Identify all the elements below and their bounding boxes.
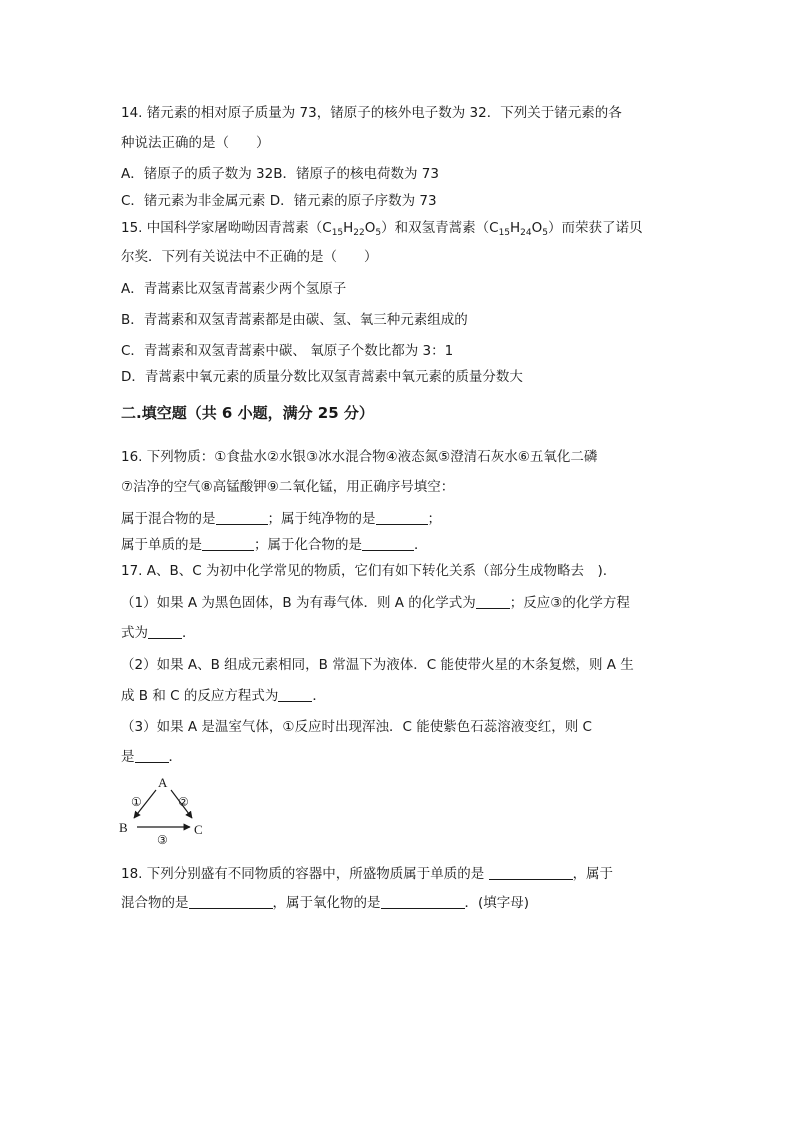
- conversion-diagram: [115, 774, 215, 852]
- q17-part1-text-b: ；反应③的化学方程: [509, 595, 630, 611]
- reaction-3-label: ③: [157, 833, 168, 847]
- q16-label-compound: ；属于化合物的是: [254, 537, 362, 553]
- answer-blank-oxide-q18[interactable]: [381, 895, 465, 909]
- q17-part3-line1: （3）如果 A 是温室气体，①反应时出现浑浊．C 能使紫色石蕊溶液变红，则 C: [121, 719, 592, 735]
- q15-option-d: D．青蒿素中氧元素的质量分数比双氢青蒿素中氧元素的质量分数大: [121, 369, 523, 385]
- q16-label-pure: ；属于纯净物的是: [267, 511, 376, 527]
- q17-part1-line1: [121, 594, 630, 612]
- q17-part2-text-b: 成 B 和 C 的反应方程式为: [121, 688, 279, 704]
- reaction-2-label: ②: [178, 795, 189, 809]
- q15-text-c: ）而荣获了诺贝: [548, 220, 643, 236]
- q18-line2: [121, 894, 529, 912]
- q15-text-a: 15. 中国科学家屠呦呦因青蒿素（C: [121, 220, 332, 236]
- q16-label-element: 属于单质的是: [121, 537, 202, 553]
- q15-stem-line1: [121, 219, 643, 242]
- q18-text-b: ，属于: [572, 866, 614, 882]
- q17-stem-line1: 17. A、B、C 为初中化学常见的物质，它们有如下转化关系（部分生成物略去 ).: [121, 563, 608, 579]
- node-c-label: C: [194, 822, 203, 837]
- q17-part1-line2: [121, 624, 196, 642]
- answer-blank-q17-2[interactable]: [278, 688, 312, 702]
- formula2-o-count: 5: [542, 228, 548, 238]
- q17-part1-text-a: （1）如果 A 为黑色固体，B 为有毒气体．则 A 的化学式为: [121, 595, 476, 611]
- answer-blank-element[interactable]: [202, 537, 254, 551]
- q16-line3: [121, 510, 441, 528]
- formula1-h-count: 22: [353, 228, 365, 238]
- answer-blank-compound[interactable]: [362, 537, 414, 551]
- answer-blank-q17-1a[interactable]: [476, 595, 510, 609]
- node-a-label: A: [158, 775, 168, 790]
- q18-text-e: ．(填字母): [464, 895, 530, 911]
- formula1-o: O: [364, 220, 376, 236]
- q16-label-mixture: 属于混合物的是: [121, 511, 216, 527]
- answer-blank-element-q18[interactable]: [489, 866, 573, 880]
- q17-part2-text-c: ．: [312, 688, 326, 704]
- q16-end: ．: [414, 537, 428, 553]
- q16-sep: ；: [427, 511, 441, 527]
- reaction-1-label: ①: [131, 795, 142, 809]
- q17-part3-text-c: ．: [168, 749, 182, 765]
- q14-stem-line1: 14. 锗元素的相对原子质量为 73，锗原子的核外电子数为 32．下列关于锗元素的各: [121, 105, 622, 121]
- q15-option-a: A．青蒿素比双氢青蒿素少两个氢原子: [121, 281, 347, 297]
- q17-part3-line2: [121, 748, 182, 766]
- q18-text-a: 18. 下列分别盛有不同物质的容器中，所盛物质属于单质的是: [121, 866, 489, 882]
- q17-part1-text-d: ．: [182, 625, 196, 641]
- q15-text-b: ）和双氢青蒿素（C: [381, 220, 499, 236]
- formula2-c-count: 15: [498, 228, 511, 238]
- formula2-o: O: [531, 220, 543, 236]
- q16-line4: [121, 536, 428, 554]
- q15-option-c: C．青蒿素和双氢青蒿素中碳、 氧原子个数比都为 3：1: [121, 343, 454, 359]
- q17-part2-line2: [121, 687, 326, 705]
- formula2-h-count: 24: [520, 228, 532, 238]
- q15-stem-line2: 尔奖．下列有关说法中不正确的是（ ）: [121, 249, 378, 265]
- answer-blank-q17-3[interactable]: [135, 749, 169, 763]
- q18-text-c: 混合物的是: [121, 895, 189, 911]
- formula2-h: H: [510, 220, 521, 236]
- node-b-label: B: [119, 820, 128, 835]
- section-heading: 二.填空题（共 6 小题，满分 25 分）: [121, 404, 374, 422]
- q17-part3-text-b: 是: [121, 749, 135, 765]
- q17-part2-line1: （2）如果 A、B 组成元素相同，B 常温下为液体．C 能使带火星的木条复燃，则 A 生: [121, 657, 634, 673]
- formula1-h: H: [343, 220, 354, 236]
- q18-line1: [121, 865, 613, 883]
- q17-part1-text-c: 式为: [121, 625, 148, 641]
- q14-options-ab: A．锗原子的质子数为 32B．锗原子的核电荷数为 73: [121, 166, 439, 182]
- answer-blank-pure[interactable]: [376, 511, 428, 525]
- q18-text-d: ，属于氧化物的是: [272, 895, 381, 911]
- q16-stem-line1: 16. 下列物质：①食盐水②水银③冰水混合物④液态氮⑤澄清石灰水⑥五氧化二磷: [121, 449, 598, 465]
- answer-blank-mixture-q18[interactable]: [189, 895, 273, 909]
- formula1-o-count: 5: [375, 228, 382, 238]
- q14-stem-line2: 种说法正确的是（ ）: [121, 135, 270, 151]
- formula1-c-count: 15: [331, 228, 344, 238]
- q14-options-cd: C．锗元素为非金属元素 D．锗元素的原子序数为 73: [121, 193, 437, 209]
- answer-blank-q17-1b[interactable]: [148, 625, 182, 639]
- answer-blank-mixture[interactable]: [216, 511, 268, 525]
- q15-option-b: B．青蒿素和双氢青蒿素都是由碳、氢、氧三种元素组成的: [121, 312, 468, 328]
- q16-stem-line2: ⑦洁净的空气⑧高锰酸钾⑨二氧化锰，用正确序号填空：: [121, 479, 455, 495]
